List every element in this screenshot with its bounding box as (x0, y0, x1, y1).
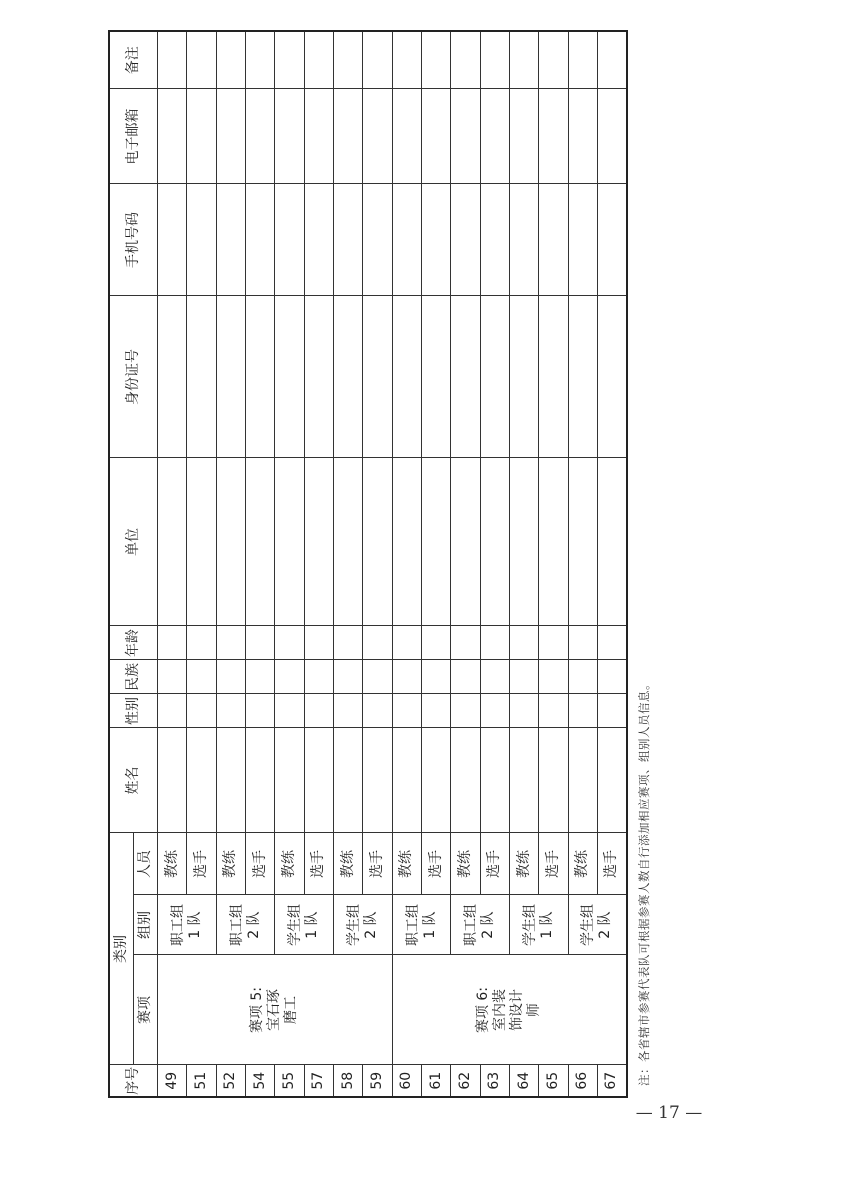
id-number-cell (363, 296, 392, 458)
ethnicity-cell (422, 660, 451, 694)
seq-cell: 57 (304, 1065, 333, 1097)
age-cell (246, 626, 275, 660)
gender-cell (363, 694, 392, 728)
id-number-cell (451, 296, 480, 458)
age-cell (392, 626, 421, 660)
ethnicity-cell (392, 660, 421, 694)
remarks-cell (480, 31, 509, 89)
age-cell (480, 626, 509, 660)
footnote: 注：各省辖市参赛代表队可根据参赛人数自行添加相应赛项、组别人员信息。 (637, 678, 651, 1086)
gender-cell (480, 694, 509, 728)
header-group: 组别 (133, 895, 157, 955)
role-cell: 教练 (275, 833, 304, 895)
role-cell: 教练 (510, 833, 539, 895)
seq-cell: 64 (510, 1065, 539, 1097)
gender-cell (158, 694, 187, 728)
unit-cell (451, 458, 480, 626)
age-cell (216, 626, 245, 660)
id-number-cell (392, 296, 421, 458)
gender-cell (275, 694, 304, 728)
email-cell (363, 89, 392, 184)
event-cell: 赛项 5: 宝石琢 磨工 (158, 955, 393, 1065)
ethnicity-cell (158, 660, 187, 694)
email-cell (275, 89, 304, 184)
header-id-number: 身份证号 (109, 296, 158, 458)
phone-cell (216, 184, 245, 296)
seq-cell: 62 (451, 1065, 480, 1097)
unit-cell (216, 458, 245, 626)
remarks-cell (363, 31, 392, 89)
remarks-cell (422, 31, 451, 89)
table-row (451, 31, 480, 1097)
remarks-cell (597, 31, 627, 89)
name-cell (275, 728, 304, 833)
ethnicity-cell (363, 660, 392, 694)
phone-cell (510, 184, 539, 296)
unit-cell (246, 458, 275, 626)
gender-cell (422, 694, 451, 728)
name-cell (246, 728, 275, 833)
phone-cell (392, 184, 421, 296)
ethnicity-cell (246, 660, 275, 694)
unit-cell (304, 458, 333, 626)
email-cell (539, 89, 568, 184)
phone-cell (568, 184, 597, 296)
seq-cell: 63 (480, 1065, 509, 1097)
name-cell (480, 728, 509, 833)
unit-cell (158, 458, 187, 626)
seq-cell: 66 (568, 1065, 597, 1097)
role-cell: 选手 (422, 833, 451, 895)
ethnicity-cell (275, 660, 304, 694)
header-event: 赛项 (133, 955, 157, 1065)
gender-cell (568, 694, 597, 728)
remarks-cell (304, 31, 333, 89)
phone-cell (422, 184, 451, 296)
phone-cell (597, 184, 627, 296)
id-number-cell (304, 296, 333, 458)
id-number-cell (216, 296, 245, 458)
age-cell (568, 626, 597, 660)
phone-cell (304, 184, 333, 296)
remarks-cell (510, 31, 539, 89)
ethnicity-cell (539, 660, 568, 694)
name-cell (363, 728, 392, 833)
seq-cell: 51 (187, 1065, 216, 1097)
phone-cell (275, 184, 304, 296)
header-ethnicity: 民族 (109, 660, 158, 694)
age-cell (539, 626, 568, 660)
ethnicity-cell (304, 660, 333, 694)
unit-cell (334, 458, 363, 626)
registration-table (108, 30, 628, 1098)
unit-cell (568, 458, 597, 626)
id-number-cell (275, 296, 304, 458)
seq-cell: 59 (363, 1065, 392, 1097)
email-cell (568, 89, 597, 184)
ethnicity-cell (568, 660, 597, 694)
group-cell: 学生组 2 队 (334, 895, 393, 955)
seq-cell: 55 (275, 1065, 304, 1097)
id-number-cell (334, 296, 363, 458)
remarks-cell (451, 31, 480, 89)
table-row (275, 31, 304, 1097)
unit-cell (392, 458, 421, 626)
unit-cell (422, 458, 451, 626)
header-role: 人员 (133, 833, 157, 895)
unit-cell (480, 458, 509, 626)
seq-cell: 60 (392, 1065, 421, 1097)
id-number-cell (158, 296, 187, 458)
remarks-cell (539, 31, 568, 89)
id-number-cell (568, 296, 597, 458)
table-row (334, 31, 363, 1097)
phone-cell (539, 184, 568, 296)
name-cell (304, 728, 333, 833)
gender-cell (597, 694, 627, 728)
unit-cell (187, 458, 216, 626)
ethnicity-cell (480, 660, 509, 694)
name-cell (334, 728, 363, 833)
email-cell (334, 89, 363, 184)
email-cell (510, 89, 539, 184)
age-cell (510, 626, 539, 660)
table-row (510, 31, 539, 1097)
role-cell: 教练 (216, 833, 245, 895)
group-cell: 学生组 2 队 (568, 895, 627, 955)
unit-cell (539, 458, 568, 626)
event-cell: 赛项 6: 室内装 饰设计 师 (392, 955, 627, 1065)
email-cell (597, 89, 627, 184)
remarks-cell (392, 31, 421, 89)
remarks-cell (158, 31, 187, 89)
role-cell: 选手 (480, 833, 509, 895)
age-cell (597, 626, 627, 660)
role-cell: 选手 (304, 833, 333, 895)
remarks-cell (334, 31, 363, 89)
registration-table-rotated (108, 46, 628, 1098)
group-cell: 职工组 2 队 (451, 895, 510, 955)
group-cell: 职工组 2 队 (216, 895, 275, 955)
id-number-cell (187, 296, 216, 458)
role-cell: 教练 (158, 833, 187, 895)
ethnicity-cell (187, 660, 216, 694)
role-cell: 选手 (187, 833, 216, 895)
unit-cell (510, 458, 539, 626)
role-cell: 选手 (539, 833, 568, 895)
unit-cell (363, 458, 392, 626)
table-row (392, 31, 421, 1097)
table-row (216, 31, 245, 1097)
seq-cell: 65 (539, 1065, 568, 1097)
email-cell (158, 89, 187, 184)
seq-cell: 58 (334, 1065, 363, 1097)
id-number-cell (422, 296, 451, 458)
phone-cell (158, 184, 187, 296)
name-cell (422, 728, 451, 833)
email-cell (392, 89, 421, 184)
header-category: 类别 (109, 833, 133, 1065)
remarks-cell (568, 31, 597, 89)
role-cell: 选手 (597, 833, 627, 895)
name-cell (451, 728, 480, 833)
ethnicity-cell (334, 660, 363, 694)
gender-cell (246, 694, 275, 728)
gender-cell (334, 694, 363, 728)
group-cell: 学生组 1 队 (275, 895, 334, 955)
ethnicity-cell (451, 660, 480, 694)
group-cell: 职工组 1 队 (392, 895, 451, 955)
id-number-cell (597, 296, 627, 458)
name-cell (539, 728, 568, 833)
page-number: — 17 — (635, 1103, 703, 1123)
remarks-cell (275, 31, 304, 89)
header-name: 姓名 (109, 728, 158, 833)
id-number-cell (246, 296, 275, 458)
name-cell (597, 728, 627, 833)
age-cell (451, 626, 480, 660)
gender-cell (392, 694, 421, 728)
age-cell (275, 626, 304, 660)
phone-cell (187, 184, 216, 296)
seq-cell: 67 (597, 1065, 627, 1097)
unit-cell (275, 458, 304, 626)
role-cell: 教练 (451, 833, 480, 895)
id-number-cell (480, 296, 509, 458)
gender-cell (510, 694, 539, 728)
email-cell (246, 89, 275, 184)
unit-cell (597, 458, 627, 626)
role-cell: 教练 (392, 833, 421, 895)
seq-cell: 54 (246, 1065, 275, 1097)
ethnicity-cell (597, 660, 627, 694)
age-cell (334, 626, 363, 660)
remarks-cell (187, 31, 216, 89)
group-cell: 学生组 1 队 (510, 895, 569, 955)
name-cell (392, 728, 421, 833)
email-cell (451, 89, 480, 184)
header-seq: 序号 (109, 1065, 158, 1097)
phone-cell (451, 184, 480, 296)
email-cell (304, 89, 333, 184)
name-cell (568, 728, 597, 833)
gender-cell (304, 694, 333, 728)
header-email: 电子邮箱 (109, 89, 158, 184)
seq-cell: 61 (422, 1065, 451, 1097)
table-row (158, 31, 187, 1097)
ethnicity-cell (216, 660, 245, 694)
gender-cell (187, 694, 216, 728)
name-cell (216, 728, 245, 833)
role-cell: 教练 (568, 833, 597, 895)
header-remarks: 备注 (109, 31, 158, 89)
phone-cell (246, 184, 275, 296)
name-cell (187, 728, 216, 833)
gender-cell (216, 694, 245, 728)
id-number-cell (539, 296, 568, 458)
email-cell (480, 89, 509, 184)
header-unit: 单位 (109, 458, 158, 626)
age-cell (187, 626, 216, 660)
id-number-cell (510, 296, 539, 458)
ethnicity-cell (510, 660, 539, 694)
email-cell (422, 89, 451, 184)
gender-cell (451, 694, 480, 728)
remarks-cell (246, 31, 275, 89)
role-cell: 选手 (246, 833, 275, 895)
name-cell (510, 728, 539, 833)
age-cell (422, 626, 451, 660)
table-row (568, 31, 597, 1097)
seq-cell: 49 (158, 1065, 187, 1097)
role-cell: 选手 (363, 833, 392, 895)
phone-cell (363, 184, 392, 296)
seq-cell: 52 (216, 1065, 245, 1097)
header-phone: 手机号码 (109, 184, 158, 296)
header-gender: 性别 (109, 694, 158, 728)
email-cell (216, 89, 245, 184)
age-cell (304, 626, 333, 660)
age-cell (158, 626, 187, 660)
name-cell (158, 728, 187, 833)
gender-cell (539, 694, 568, 728)
header-age: 年龄 (109, 626, 158, 660)
phone-cell (334, 184, 363, 296)
role-cell: 教练 (334, 833, 363, 895)
remarks-cell (216, 31, 245, 89)
phone-cell (480, 184, 509, 296)
group-cell: 职工组 1 队 (158, 895, 217, 955)
email-cell (187, 89, 216, 184)
age-cell (363, 626, 392, 660)
